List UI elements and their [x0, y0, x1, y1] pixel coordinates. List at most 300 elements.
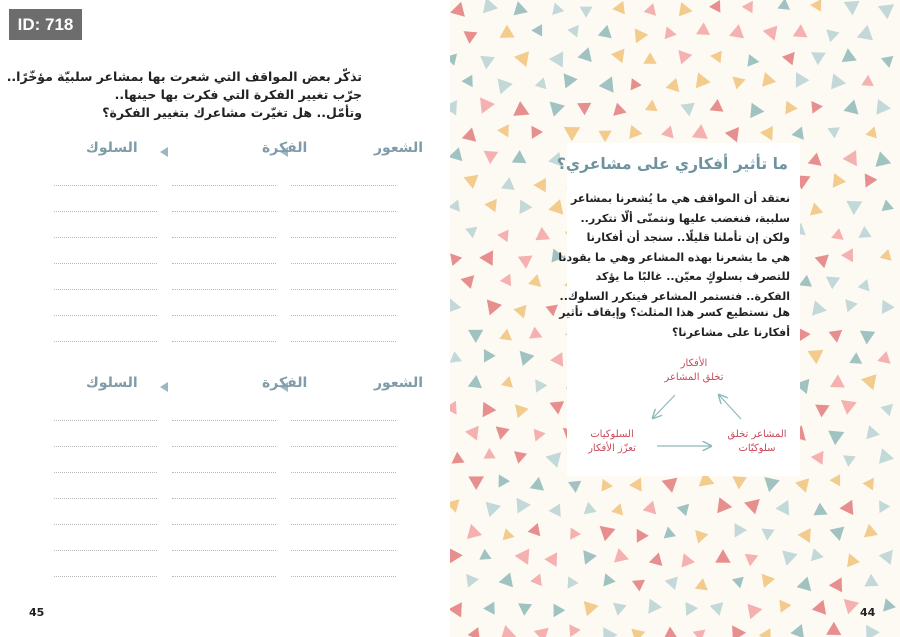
triangle-shape: [501, 177, 515, 190]
body-line: الفكرة.. فتستمر المشاعر فيتكرر السلوك..: [559, 289, 790, 303]
triangle-shape: [631, 629, 645, 637]
triangle-shape: [747, 54, 759, 67]
triangle-shape: [860, 331, 875, 345]
triangle-shape: [829, 330, 843, 343]
triangle-shape: [450, 548, 463, 563]
writing-line[interactable]: [291, 576, 396, 577]
triangle-shape: [729, 24, 744, 38]
triangle-shape: [810, 203, 823, 216]
triangle-shape: [725, 127, 739, 142]
info-card: [556, 143, 800, 476]
triangle-shape: [849, 352, 862, 364]
cycle-text: تخلق المشاعر: [664, 372, 724, 383]
triangle-shape: [535, 77, 547, 89]
triangle-shape: [858, 279, 870, 291]
triangle-shape: [603, 573, 615, 586]
triangle-shape: [865, 173, 878, 187]
triangle-shape: [732, 577, 744, 589]
cycle-node-thoughts: [654, 357, 734, 385]
triangle-shape: [791, 127, 804, 140]
writing-line[interactable]: [54, 420, 157, 421]
triangle-shape: [552, 3, 564, 15]
triangle-shape: [514, 51, 529, 67]
triangle-shape: [643, 52, 656, 64]
triangle-shape: [826, 622, 841, 635]
triangle-shape: [601, 479, 613, 492]
triangle-shape: [546, 305, 558, 317]
header-thought: الفكرة: [262, 375, 308, 391]
triangle-shape: [613, 603, 627, 616]
triangle-shape: [666, 78, 680, 92]
triangle-shape: [484, 448, 496, 459]
triangle-shape: [879, 448, 894, 464]
triangle-shape: [577, 103, 591, 116]
triangle-shape: [696, 72, 711, 88]
triangle-shape: [515, 404, 529, 418]
writing-line[interactable]: [54, 185, 157, 186]
triangle-shape: [468, 476, 484, 490]
triangle-shape: [529, 327, 542, 339]
writing-line[interactable]: [54, 576, 157, 577]
writing-line[interactable]: [172, 498, 276, 499]
header-feeling: الشعور: [374, 375, 424, 391]
triangle-shape: [665, 577, 678, 591]
triangle-shape: [569, 624, 581, 637]
triangle-shape: [567, 25, 579, 37]
triangle-shape: [881, 56, 894, 68]
triangle-shape: [839, 500, 853, 515]
triangle-shape: [695, 578, 708, 590]
header-behavior: السلوك: [86, 140, 138, 156]
triangle-shape: [461, 275, 475, 289]
triangle-shape: [452, 452, 465, 464]
page-number: 44: [860, 606, 876, 619]
triangle-shape: [744, 499, 760, 514]
triangle-shape: [685, 602, 698, 616]
cycle-text: المشاعر تخلق: [727, 429, 787, 440]
triangle-shape: [500, 25, 515, 38]
triangle-shape: [513, 305, 526, 319]
triangle-shape: [483, 402, 497, 418]
triangle-shape: [484, 199, 497, 212]
triangle-shape: [779, 600, 791, 613]
instruction-line: جرّب تغيير الفكرة التي فكرت بها حينها..: [114, 87, 362, 102]
triangle-shape: [826, 29, 839, 42]
triangle-shape: [661, 126, 674, 139]
writing-line[interactable]: [172, 524, 276, 525]
triangle-shape: [450, 2, 465, 17]
triangle-shape: [450, 499, 459, 513]
triangle-shape: [695, 530, 708, 544]
writing-line[interactable]: [172, 420, 276, 421]
triangle-shape: [742, 1, 753, 14]
triangle-shape: [611, 49, 625, 64]
triangle-shape: [450, 351, 462, 363]
triangle-shape: [464, 31, 478, 44]
writing-line[interactable]: [291, 498, 396, 499]
triangle-shape: [450, 100, 457, 116]
triangle-shape: [468, 375, 482, 388]
exercise-table-1: [54, 140, 424, 340]
triangle-shape: [828, 431, 844, 446]
writing-line[interactable]: [291, 211, 396, 212]
writing-line[interactable]: [172, 315, 276, 316]
triangle-shape: [530, 574, 542, 587]
triangle-shape: [864, 524, 878, 538]
writing-line[interactable]: [54, 524, 157, 525]
writing-line[interactable]: [172, 237, 276, 238]
triangle-shape: [807, 350, 823, 364]
triangle-shape: [864, 574, 878, 587]
triangle-shape: [515, 549, 530, 565]
triangle-shape: [882, 199, 894, 211]
triangle-shape: [858, 226, 871, 238]
triangle-shape: [598, 25, 612, 39]
writing-line[interactable]: [291, 263, 396, 264]
writing-line[interactable]: [54, 446, 157, 447]
triangle-shape: [546, 452, 562, 468]
writing-line[interactable]: [291, 185, 396, 186]
writing-line[interactable]: [172, 550, 276, 551]
triangle-shape: [831, 73, 846, 89]
writing-line[interactable]: [172, 472, 276, 473]
triangle-shape: [750, 103, 764, 118]
writing-line[interactable]: [172, 341, 276, 342]
card-title: ما تأثير أفكاري على مشاعري؟: [556, 155, 788, 173]
triangle-shape: [450, 602, 462, 617]
writing-line[interactable]: [54, 237, 157, 238]
triangle-shape: [828, 127, 841, 138]
triangle-shape: [841, 248, 853, 262]
triangle-shape: [499, 474, 511, 487]
writing-line[interactable]: [172, 576, 276, 577]
writing-line[interactable]: [54, 315, 157, 316]
triangle-shape: [603, 627, 617, 637]
triangle-shape: [479, 549, 491, 560]
triangle-shape: [830, 374, 845, 387]
cycle-text: الأفكار: [680, 358, 708, 369]
triangle-shape: [879, 550, 893, 565]
triangle-shape: [796, 72, 810, 88]
triangle-shape: [450, 200, 460, 212]
triangle-shape: [468, 627, 480, 637]
triangle-shape: [843, 455, 856, 467]
triangle-shape: [664, 527, 676, 539]
writing-line[interactable]: [54, 472, 157, 473]
triangle-shape: [866, 425, 880, 439]
triangle-shape: [520, 200, 533, 215]
triangle-shape: [549, 504, 561, 518]
triangle-shape: [534, 628, 549, 637]
exercise-instructions: [6, 68, 362, 122]
triangle-shape: [678, 50, 692, 64]
arrow-left-icon: [160, 147, 168, 157]
triangle-shape: [568, 576, 579, 588]
triangle-shape: [882, 300, 895, 314]
triangle-shape: [883, 598, 896, 611]
triangle-shape: [745, 554, 759, 567]
triangle-shape: [483, 0, 498, 13]
triangle-shape: [812, 600, 826, 615]
triangle-shape: [843, 150, 857, 166]
writing-line[interactable]: [291, 315, 396, 316]
arrow-feelings-to-thoughts: [719, 395, 741, 419]
triangle-shape: [512, 150, 527, 163]
arrow-left-icon: [160, 382, 168, 392]
triangle-shape: [692, 124, 708, 139]
triangle-shape: [815, 405, 830, 418]
triangle-shape: [514, 1, 529, 15]
triangle-shape: [717, 497, 732, 513]
triangle-shape: [450, 54, 457, 66]
triangle-shape: [664, 627, 678, 637]
triangle-shape: [497, 124, 509, 137]
triangle-shape: [696, 22, 710, 35]
triangle-shape: [450, 147, 462, 161]
triangle-shape: [550, 102, 565, 117]
triangle-shape: [762, 529, 775, 541]
triangle-shape: [880, 404, 893, 417]
triangle-shape: [763, 26, 778, 41]
writing-line[interactable]: [54, 341, 157, 342]
triangle-shape: [732, 625, 746, 637]
triangle-shape: [631, 78, 642, 90]
page-number: 45: [29, 606, 45, 619]
triangle-shape: [583, 550, 597, 565]
triangle-shape: [866, 625, 880, 637]
triangle-shape: [876, 99, 891, 115]
triangle-shape: [649, 553, 663, 567]
triangle-shape: [500, 274, 511, 287]
instruction-line: وتأمّل.. هل تغيّرت مشاعرك بتغيير الفكرة؟: [102, 105, 362, 120]
triangle-shape: [762, 574, 776, 588]
instruction-line: تذكّر بعض المواقف التي شعرت بها بمشاعر سلبيّة مؤخّرًا..: [6, 69, 362, 84]
triangle-shape: [644, 3, 656, 16]
writing-line[interactable]: [54, 498, 157, 499]
triangle-shape: [501, 625, 517, 637]
writing-line[interactable]: [172, 289, 276, 290]
triangle-shape: [635, 28, 649, 43]
triangle-shape: [682, 553, 696, 567]
triangle-shape: [499, 329, 512, 341]
triangle-shape: [732, 77, 745, 90]
triangle-shape: [600, 526, 616, 541]
writing-line[interactable]: [54, 263, 157, 264]
writing-line[interactable]: [54, 211, 157, 212]
triangle-shape: [645, 100, 658, 112]
triangle-shape: [549, 51, 563, 67]
triangle-shape: [528, 523, 541, 536]
triangle-shape: [844, 599, 860, 614]
triangle-shape: [861, 75, 874, 86]
triangle-shape: [843, 100, 858, 115]
triangle-shape: [748, 604, 763, 620]
triangle-shape: [662, 478, 678, 493]
cycle-node-behaviors: [567, 428, 657, 456]
triangle-shape: [518, 256, 533, 269]
writing-line[interactable]: [172, 185, 276, 186]
triangle-shape: [857, 25, 873, 41]
triangle-shape: [878, 4, 894, 19]
body-line: سلبية، فنغضب عليها ونتمنّى ألّا تتكرر..: [580, 211, 790, 225]
triangle-shape: [810, 0, 821, 12]
triangle-shape: [499, 572, 513, 587]
triangle-shape: [520, 351, 535, 366]
triangle-shape: [831, 228, 844, 240]
writing-line[interactable]: [291, 472, 396, 473]
triangle-shape: [830, 474, 841, 486]
triangle-shape: [467, 524, 482, 539]
triangle-shape: [498, 78, 513, 94]
triangle-shape: [735, 523, 748, 537]
triangle-shape: [503, 528, 515, 540]
triangle-shape: [484, 151, 499, 164]
triangle-shape: [782, 550, 797, 565]
triangle-shape: [480, 97, 495, 113]
triangle-shape: [598, 131, 611, 143]
triangle-shape: [842, 48, 857, 62]
triangle-shape: [826, 277, 840, 290]
triangle-shape: [847, 553, 860, 567]
triangle-shape: [577, 47, 591, 62]
writing-line[interactable]: [291, 446, 396, 447]
triangle-shape: [777, 0, 790, 10]
triangle-shape: [643, 501, 657, 515]
triangle-shape: [629, 125, 642, 139]
triangle-shape: [861, 374, 877, 390]
triangle-shape: [680, 103, 695, 117]
triangle-shape: [797, 577, 812, 592]
triangle-shape: [863, 478, 875, 491]
triangle-shape: [808, 153, 822, 166]
triangle-shape: [612, 1, 625, 15]
writing-line[interactable]: [291, 289, 396, 290]
triangle-shape: [759, 628, 771, 637]
triangle-shape: [544, 552, 557, 567]
triangle-shape: [775, 500, 789, 516]
triangle-shape: [570, 528, 581, 540]
writing-line[interactable]: [291, 524, 396, 525]
triangle-shape: [517, 498, 531, 514]
triangle-shape: [799, 275, 812, 287]
triangle-shape: [760, 126, 773, 141]
triangle-shape: [879, 500, 890, 513]
writing-line[interactable]: [172, 263, 276, 264]
triangle-shape: [464, 175, 479, 189]
triangle-shape: [465, 426, 479, 441]
triangle-shape: [535, 227, 550, 240]
triangle-shape: [450, 253, 462, 266]
triangle-shape: [513, 101, 529, 116]
triangle-shape: [535, 379, 547, 393]
triangle-shape: [531, 24, 542, 36]
triangle-shape: [679, 2, 693, 16]
triangle-shape: [793, 24, 808, 37]
triangle-shape: [599, 76, 614, 92]
header-thought: الفكرة: [262, 140, 308, 156]
triangle-shape: [811, 101, 823, 114]
triangle-shape: [833, 173, 846, 188]
header-feeling: الشعور: [374, 140, 424, 156]
triangle-shape: [710, 51, 722, 64]
triangle-shape: [844, 1, 860, 16]
triangle-shape: [613, 103, 626, 116]
triangle-shape: [462, 75, 473, 88]
triangle-shape: [480, 56, 495, 70]
writing-line[interactable]: [172, 446, 276, 447]
id-badge: ID: 718: [9, 9, 82, 40]
triangle-shape: [710, 602, 724, 616]
triangle-shape: [790, 624, 804, 637]
triangle-shape: [710, 99, 724, 112]
triangle-shape: [497, 230, 508, 243]
triangle-shape: [564, 127, 580, 141]
cycle-text: سلوكيّات: [738, 443, 776, 454]
triangle-shape: [479, 250, 493, 266]
triangle-shape: [496, 426, 510, 440]
triangle-shape: [580, 7, 593, 18]
writing-line[interactable]: [54, 550, 157, 551]
writing-line[interactable]: [54, 289, 157, 290]
triangle-shape: [584, 601, 599, 616]
triangle-shape: [465, 227, 477, 239]
triangle-shape: [531, 126, 543, 139]
triangle-shape: [466, 574, 479, 588]
triangle-shape: [845, 299, 858, 312]
triangle-shape: [518, 603, 532, 616]
right-page: [450, 0, 900, 637]
triangle-shape: [530, 477, 545, 491]
body-line: نعتقد أن المواقف هي ما يُشعرنا بمشاعر: [570, 192, 790, 205]
cycle-text: تعزّز الأفكار: [588, 443, 636, 454]
triangle-shape: [584, 502, 597, 515]
triangle-shape: [554, 604, 566, 618]
body-line: للتصرف بسلوكٍ معيّن.. غالبًا ما يؤكد: [595, 270, 790, 283]
writing-line[interactable]: [291, 550, 396, 551]
writing-line[interactable]: [172, 211, 276, 212]
triangle-shape: [811, 548, 824, 561]
triangle-shape: [484, 349, 496, 363]
exercise-table-2: [54, 375, 424, 575]
triangle-shape: [550, 352, 563, 367]
header-behavior: السلوك: [86, 375, 138, 391]
body-line: هي ما يشعرنا بهذه المشاعر وهي ما يقودنا: [558, 250, 790, 264]
triangle-shape: [514, 451, 527, 464]
cycle-node-feelings: [717, 428, 797, 456]
triangle-shape: [568, 481, 581, 493]
triangle-shape: [785, 101, 797, 115]
triangle-shape: [564, 73, 578, 88]
writing-line[interactable]: [291, 420, 396, 421]
writing-line[interactable]: [291, 341, 396, 342]
triangle-shape: [865, 127, 877, 139]
triangle-shape: [782, 52, 795, 66]
triangle-shape: [693, 630, 706, 637]
triangle-shape: [811, 52, 826, 65]
triangle-shape: [528, 274, 541, 287]
triangle-shape: [648, 599, 662, 614]
triangle-shape: [880, 249, 892, 261]
writing-line[interactable]: [291, 237, 396, 238]
triangle-shape: [450, 298, 461, 313]
triangle-shape: [877, 351, 890, 364]
triangle-shape: [709, 0, 720, 13]
triangle-shape: [875, 151, 891, 167]
triangle-shape: [813, 503, 827, 516]
triangle-shape: [830, 527, 845, 541]
cycle-diagram-arrows: [556, 143, 800, 476]
question-line: هل نستطيع كسر هذا المثلث؟ وإيقاف تأثير: [559, 306, 790, 319]
